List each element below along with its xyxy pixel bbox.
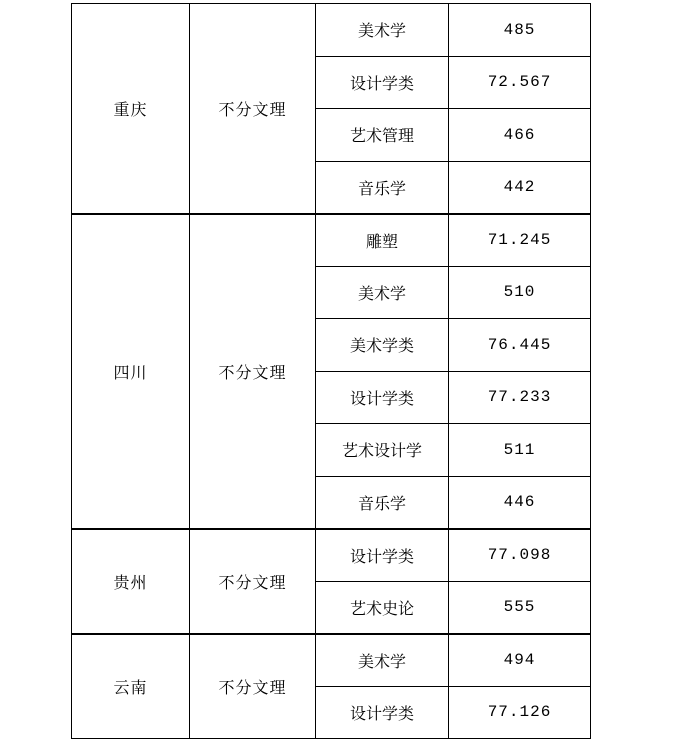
- major-cell: 设计学类: [316, 371, 449, 424]
- score-cell: 77.126: [449, 686, 591, 739]
- major-cell: 美术学: [316, 266, 449, 319]
- table-row: [72, 214, 591, 267]
- major-cell: 美术学: [316, 634, 449, 687]
- major-cell: 艺术设计学: [316, 424, 449, 477]
- major-cell: 艺术管理: [316, 109, 449, 162]
- major-cell: 艺术史论: [316, 581, 449, 634]
- admission-table-body: [72, 4, 591, 739]
- category-cell: 不分文理: [190, 4, 316, 214]
- score-cell: 511: [449, 424, 591, 477]
- major-cell: 设计学类: [316, 529, 449, 582]
- category-cell: 不分文理: [190, 214, 316, 529]
- major-cell: 设计学类: [316, 686, 449, 739]
- province-cell: 贵州: [72, 529, 190, 634]
- category-cell: 不分文理: [190, 634, 316, 739]
- province-cell: 四川: [72, 214, 190, 529]
- score-cell: 71.245: [449, 214, 591, 267]
- province-cell: 云南: [72, 634, 190, 739]
- major-cell: 音乐学: [316, 161, 449, 214]
- table-row: [72, 529, 591, 582]
- score-cell: 72.567: [449, 56, 591, 109]
- score-cell: 77.098: [449, 529, 591, 582]
- score-cell: 555: [449, 581, 591, 634]
- province-cell: 重庆: [72, 4, 190, 214]
- major-cell: 设计学类: [316, 56, 449, 109]
- score-cell: 510: [449, 266, 591, 319]
- major-cell: 音乐学: [316, 476, 449, 529]
- major-cell: 美术学: [316, 4, 449, 57]
- table-row: [72, 4, 591, 57]
- table-row: [72, 634, 591, 687]
- major-cell: 雕塑: [316, 214, 449, 267]
- score-cell: 442: [449, 161, 591, 214]
- score-cell: 466: [449, 109, 591, 162]
- admission-score-table: [71, 3, 591, 739]
- score-cell: 77.233: [449, 371, 591, 424]
- score-cell: 485: [449, 4, 591, 57]
- score-cell: 76.445: [449, 319, 591, 372]
- category-cell: 不分文理: [190, 529, 316, 634]
- major-cell: 美术学类: [316, 319, 449, 372]
- score-cell: 446: [449, 476, 591, 529]
- score-cell: 494: [449, 634, 591, 687]
